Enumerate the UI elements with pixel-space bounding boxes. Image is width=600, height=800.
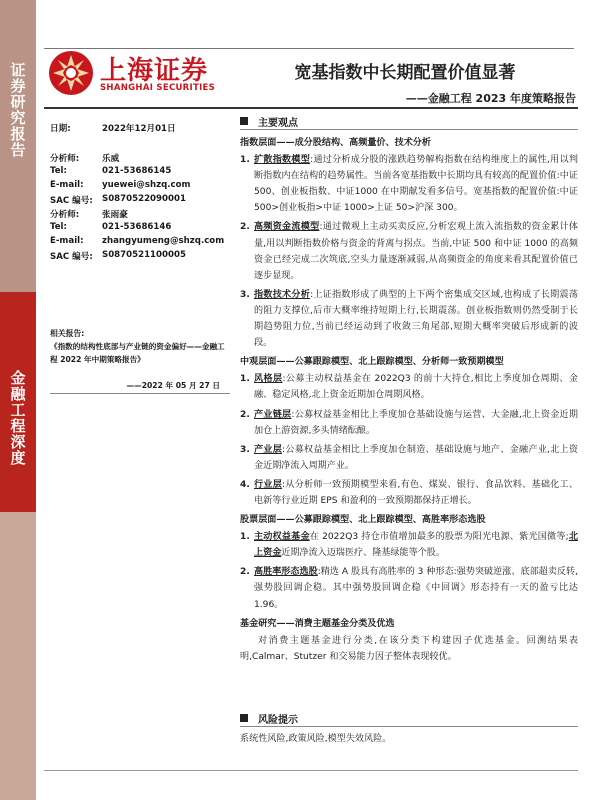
fund-paragraph: 对消费主题基金进行分类,在该分类下构建因子优选基金。回测结果表明,Calmar、Stutzer 和交易能力因子整体表现较优。 (240, 635, 578, 662)
list-item: 1. 风格层:公募主动权益基金在 2022Q3 的前十大持仓,相比上季度加仓周期、金融、稳定风格,北上资金近期加仓周期风格。 (240, 374, 578, 401)
company-logo (48, 46, 218, 106)
related-report-link[interactable]: 《指数的结构性底部与产业链的资金偏好——金融工程 2022 年中期策略报告》 (50, 342, 225, 364)
analyst-name: 乐威 (102, 154, 120, 164)
related-rule (50, 393, 230, 394)
category-heading: 指数层面——成分股结构、高频量价、技术分析 (240, 138, 431, 148)
logo-chinese-name: 上海证券 (100, 56, 209, 86)
list-item: 1. 主动权益基金在 2022Q3 持仓市值增加最多的股票为阳光电源、紫光国微等;北上资金近期净流入迈瑞医疗、隆基绿能等个股。 (240, 532, 578, 559)
section-heading: 风险提示 (240, 711, 298, 726)
logo-english-name: SHANGHAI SECURITIES (100, 83, 216, 93)
category-heading: 股票层面——公募跟踪模型、北上跟踪模型、高胜率形态选股 (240, 515, 486, 526)
section-rule (240, 726, 578, 727)
list-item: 1. 扩散指数模型:通过分析成分股的涨跌趋势解构指数在结构维度上的属性,用以判断指数内在结构的趋势属性。当前各宽基指数中长期均具有较高的配置价值:中证 500、创业板指数、中证1000 在中期献发看多信号。宽基指数的配置价值:中证 500>创业板指>中证 1000>上证 50>沪深 300。 (240, 155, 578, 214)
bottom-rule (44, 770, 578, 771)
related-reports-title: 相关报告: (50, 329, 85, 338)
list-item: 3. 指数技术分析:上证指数形成了典型的上下两个密集成交区域,也构成了长期震荡的阻力支撑位,后市大概率维持短期上行,长期震荡。创业板指数则仍然受制于长期趋势阻力位,当前已经运动到了收敛三角尾部,短期大概率突破后形成新的波段。 (240, 289, 578, 349)
main-points (240, 134, 578, 667)
report-title: 宽基指数中长期配置价值显著 (294, 63, 516, 83)
report-subtitle: ——金融工程 2023 年度策略报告 (405, 92, 576, 105)
square-bullet-icon (240, 714, 248, 722)
category-heading: 基金研究——消费主题基金分类及优选 (240, 618, 395, 629)
report-date: 2022年12月01日 (102, 124, 176, 134)
list-item: 2. 高频资金流模型:通过微观上主动买卖反应,分析宏观上流入流指数的资金累计体量,用以判断指数价格与资金的背离与拐点。当前,中证 500 和中证 1000 的高频资金已经完成二次筑底,空头力量逐渐减弱,从高频资金的角度来看其配置价值已逐步显现。 (240, 222, 578, 281)
related-report-date: ——2022 年 05 月 27 日 (126, 381, 220, 390)
email-link[interactable]: yuewei@shzq.com (102, 180, 191, 190)
category-heading: 中观层面——公募跟踪模型、北上跟踪模型、分析师一致预期模型 (240, 357, 504, 368)
sidebar (0, 0, 36, 800)
list-item: 2. 高胜率形态选股:精选 A 股具有高胜率的 3 种形态:强势突破逆涨、底部超卖反转,强势股回调企稳。其中强势股回调企稳《中回调》形态持有一天的盈亏比达 1.96。 (240, 567, 578, 610)
header-rule (44, 107, 578, 109)
section-heading: 主要观点 (240, 114, 298, 129)
email-link[interactable]: zhangyumeng@shzq.com (102, 236, 225, 246)
section-rule (240, 129, 578, 130)
square-bullet-icon (240, 117, 248, 125)
report-type-label: 证券研究报告 (8, 62, 27, 158)
list-item: 4. 行业层:从分析师一致预期模型来看,有色、煤炭、银行、食品饮料、基础化工、电新等行业近期 EPS 和盈利的一致预期都保持正增长。 (240, 479, 578, 506)
logo-emblem-icon (48, 50, 94, 96)
report-category-label: 金融工程深度 (8, 370, 27, 466)
list-item: 3. 产业层:公募权益基金相比上季度加仓制造、基础设施与地产、金融产业,北上资金近期净流入周期产业。 (240, 444, 578, 471)
risk-text: 系统性风险,政策风险,模型失效风险。 (240, 734, 392, 744)
analyst-name: 张雨豪 (102, 210, 128, 220)
list-item: 2. 产业链层:公募权益基金相比上季度加仓基础设施与运营、大金融,北上资金近期加仓上游资源,多头情绪酝酿。 (240, 409, 578, 436)
